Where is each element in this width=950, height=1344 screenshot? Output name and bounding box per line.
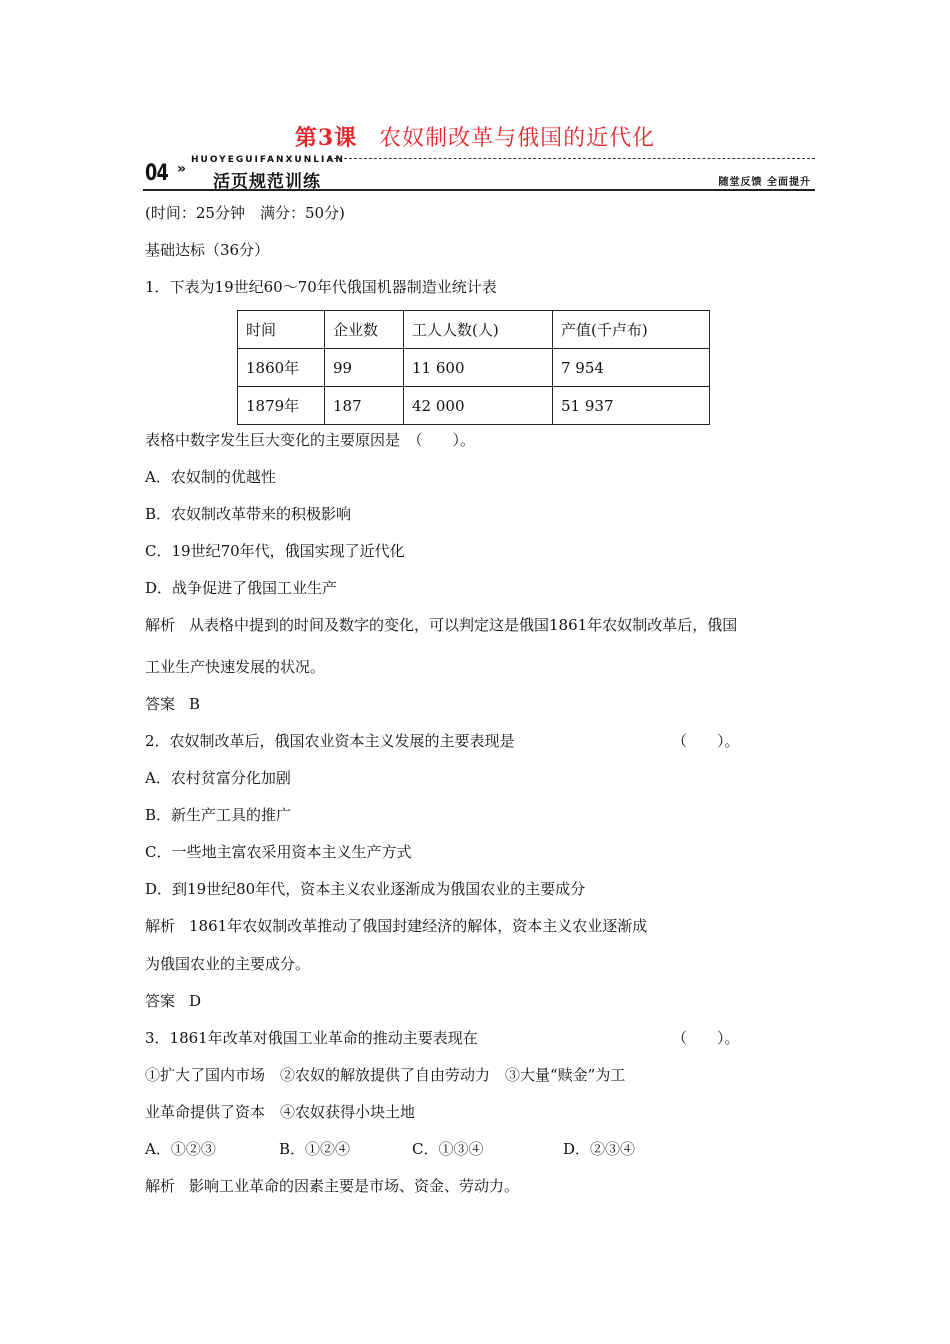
q3-analysis: [145, 1175, 519, 1196]
answer-value: D: [189, 992, 202, 1010]
section-number: 04: [145, 161, 168, 186]
q2-analysis: [145, 915, 647, 936]
q2-option-d: D．到19世纪80年代，资本主义农业逐渐成为俄国农业的主要成分: [145, 880, 586, 898]
table-cell: 51 937: [553, 387, 710, 425]
q3-statements-cont: 业革命提供了资本 ④农奴获得小块土地: [145, 1103, 416, 1121]
q3-answer-paren: （ ）。: [672, 1029, 740, 1047]
answer-label: 答案: [145, 695, 176, 713]
q3-option-a: A．①②③: [145, 1140, 216, 1158]
q1-stem: 1．下表为19世纪60～70年代俄国机器制造业统计表: [145, 278, 497, 296]
q3-option-d: D．②③④: [563, 1140, 636, 1158]
table-row: [238, 387, 710, 425]
q1-answer: [145, 693, 200, 714]
banner-rule: [143, 189, 815, 191]
q3-statements: ①扩大了国内市场 ②农奴的解放提供了自由劳动力 ③大量“赎金”为工: [145, 1066, 626, 1084]
table-header-row: [238, 311, 710, 349]
section-name: 活页规范训练: [213, 172, 321, 192]
table-cell: 99: [325, 349, 404, 387]
q2-option-c: C．一些地主富农采用资本主义生产方式: [145, 843, 412, 861]
table-cell: 7 954: [553, 349, 710, 387]
analysis-text: 1861年农奴制改革推动了俄国封建经济的解体，资本主义农业逐渐成: [189, 917, 648, 935]
lesson-number: 第3课: [294, 125, 358, 151]
section-slogan: 随堂反馈 全面提升: [718, 177, 811, 188]
q1-option-c: C．19世纪70年代，俄国实现了近代化: [145, 542, 405, 560]
table-row: [238, 349, 710, 387]
answer-label: 答案: [145, 992, 176, 1010]
q1-stats-table: [237, 310, 710, 425]
q3-stem: 3．1861年改革对俄国工业革命的推动主要表现在: [145, 1029, 478, 1047]
table-cell: 42 000: [404, 387, 553, 425]
q1-option-a: A．农奴制的优越性: [145, 468, 276, 486]
table-header-cell: 工人人数(人): [404, 311, 553, 349]
analysis-label: 解析: [145, 917, 176, 935]
table-header-cell: 企业数: [325, 311, 404, 349]
q1-option-b: B．农奴制改革带来的积极影响: [145, 505, 352, 523]
section-pinyin: HUOYEGUIFANXUNLIAN: [191, 155, 345, 165]
q2-option-b: B．新生产工具的推广: [145, 806, 292, 824]
banner-dashed-line: [329, 158, 815, 159]
table-cell: 1879年: [238, 387, 325, 425]
analysis-label: 解析: [145, 616, 176, 634]
analysis-label: 解析: [145, 1177, 176, 1195]
q2-analysis-cont: 为俄国农业的主要成分。: [145, 955, 311, 973]
table-cell: 1860年: [238, 349, 325, 387]
section-banner: [143, 155, 815, 193]
q1-option-d: D．战争促进了俄国工业生产: [145, 579, 338, 597]
analysis-text: 影响工业革命的因素主要是市场、资金、劳动力。: [189, 1177, 520, 1195]
lesson-title: [0, 121, 950, 152]
table-header-cell: 时间: [238, 311, 325, 349]
q1-prompt: 表格中数字发生巨大变化的主要原因是 （ ）。: [145, 431, 476, 449]
q2-stem: 2．农奴制改革后，俄国农业资本主义发展的主要表现是: [145, 732, 515, 750]
q3-option-c: C．①③④: [412, 1140, 484, 1158]
part-title: 基础达标（36分）: [145, 241, 270, 259]
analysis-text: 从表格中提到的时间及数字的变化，可以判定这是俄国1861年农奴制改革后，俄国: [189, 616, 738, 634]
table-header-cell: 产值(千卢布): [553, 311, 710, 349]
q2-answer: [145, 990, 201, 1011]
chevron-right-icon: »: [177, 161, 187, 177]
time-info: (时间：25分钟 满分：50分): [145, 204, 345, 222]
table-cell: 11 600: [404, 349, 553, 387]
answer-value: B: [189, 695, 201, 713]
lesson-name: 农奴制改革与俄国的近代化: [379, 126, 656, 151]
q2-option-a: A．农村贫富分化加剧: [145, 769, 291, 787]
q3-options: [145, 1138, 635, 1159]
q3-option-b: B．①②④: [279, 1140, 351, 1158]
table-cell: 187: [325, 387, 404, 425]
q1-analysis: [145, 614, 737, 635]
q2-answer-paren: （ ）。: [672, 732, 740, 750]
q1-analysis-cont: 工业生产快速发展的状况。: [145, 658, 326, 676]
